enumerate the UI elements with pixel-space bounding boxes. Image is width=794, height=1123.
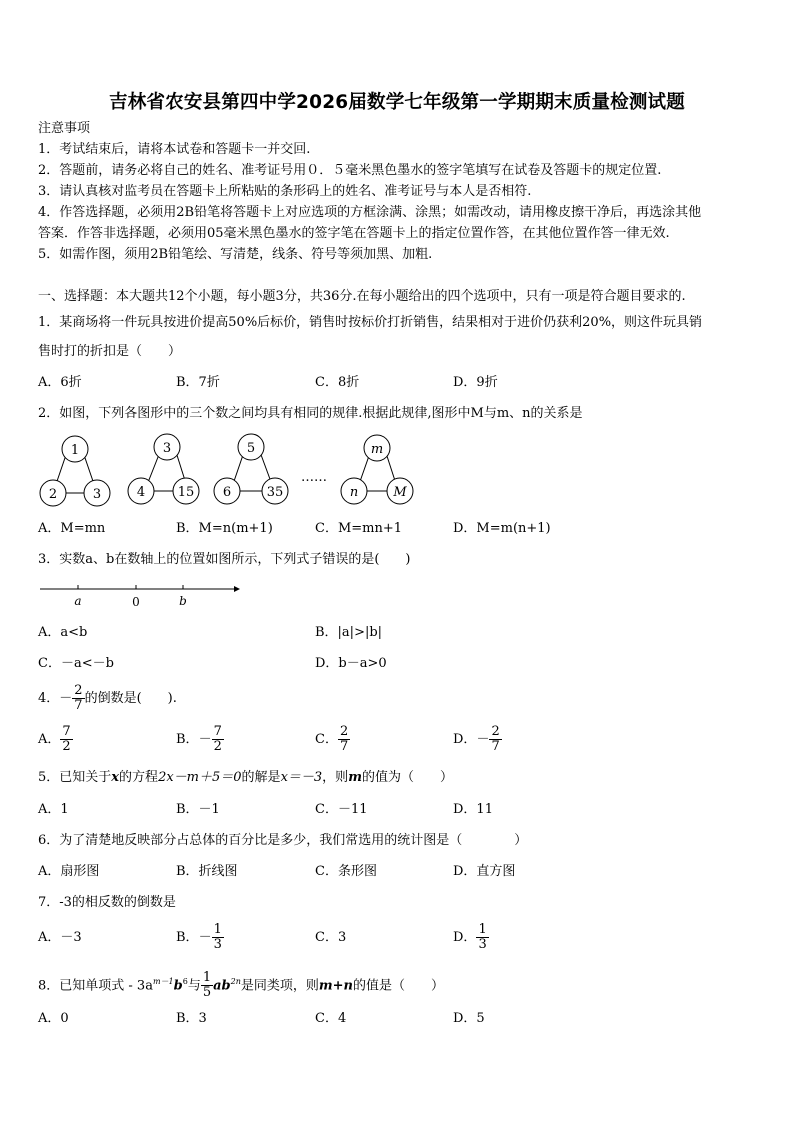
q2-option-c: C．M=mn+1 [315, 521, 403, 536]
question-3-stem: 3．实数a、b在数轴上的位置如图所示，下列式子错误的是( ) [38, 552, 411, 567]
q3-option-a: A．a<b [38, 625, 88, 640]
q5-option-a: A．1 [38, 802, 69, 817]
figure-4 [341, 435, 413, 504]
q1-option-d: D．9折 [453, 375, 498, 390]
q6-option-c: C．条形图 [315, 864, 377, 879]
question-4-stem [38, 683, 177, 717]
fig4-top: m [370, 442, 384, 457]
figure-3 [214, 434, 288, 504]
number-line [36, 580, 246, 612]
q6-option-a: A．扇形图 [38, 864, 100, 879]
fig3-top: 5 [246, 441, 256, 456]
fig1-left: 2 [48, 487, 58, 502]
q8-option-d: D．5 [453, 1011, 485, 1026]
q7-option-b: B．－ $\frac{1}{3}$ [176, 922, 222, 952]
notice-item: 答案．作答非选择题，必须用05毫米黑色墨水的签字笔在答题卡上的指定位置作答，在其他位置作答一律无效. [38, 226, 670, 241]
fig4-right: M [393, 485, 407, 500]
q8-option-b: B．3 [176, 1011, 207, 1026]
page-title: 吉林省农安县第四中学2026届数学七年级第一学期期末质量检测试题 [109, 92, 685, 113]
q5-option-b: B．－1 [176, 802, 220, 817]
q5-option-c: C．－11 [315, 802, 368, 817]
q8-option-a: A．0 [38, 1011, 69, 1026]
q6-option-b: B．折线图 [176, 864, 238, 879]
q4-fraction: $\frac{2}{7}$ [74, 683, 83, 713]
q4-option-c: C． $\frac{2}{7}$ [315, 724, 349, 754]
axis-label-zero: 0 [132, 595, 140, 609]
question-1-stem: 1．某商场将一件玩具按进价提高50%后标价，销售时按标价打折销售，结果相对于进价仍获利20%，则这件玩具销 [38, 315, 703, 330]
q2-option-d: D．M=m(n+1) [453, 521, 551, 536]
q3-option-c: C．－a<－b [38, 656, 114, 671]
question-5-stem: 5．已知关于x的方程2x－m＋5＝0的解是x＝－3，则m的值为（ ） [38, 770, 453, 785]
q4-option-a: A． $\frac{7}{2}$ [38, 724, 71, 754]
q5-option-d: D．11 [453, 802, 493, 817]
triangle-figures [30, 428, 430, 510]
notice-item: 5．如需作图，须用2B铅笔绘、写清楚，线条、符号等须加黑、加粗. [38, 247, 433, 262]
q4-option-b: B．－ $\frac{7}{2}$ [176, 724, 222, 754]
fig2-top: 3 [162, 441, 172, 456]
notice-item: 3．请认真核对监考员在答题卡上所粘贴的条形码上的姓名、准考证号与本人是否相符. [38, 184, 532, 199]
figures-ellipsis: …… [301, 470, 327, 485]
notice-item: 2．答题前，请务必将自己的姓名、准考证号用０．５毫米黑色墨水的签字笔填写在试卷及答题卡的规定位置. [38, 163, 662, 178]
q7-option-c: C．3 [315, 930, 347, 945]
q1-option-c: C．8折 [315, 375, 360, 390]
q4-tail: 的倒数是( ). [84, 691, 177, 706]
question-7-stem: 7．-3的相反数的倒数是 [38, 895, 176, 910]
fig1-right: 3 [92, 487, 102, 502]
q1-option-b: B．7折 [176, 375, 220, 390]
fig2-left: 4 [136, 485, 146, 500]
fig3-left: 6 [222, 485, 232, 500]
notice-item: 4．作答选择题，必须用2B铅笔将答题卡上对应选项的方框涂满、涂黑；如需改动，请用橡皮擦干净后，再选涂其他 [38, 205, 702, 220]
q5-equation: 2x－m＋5＝0 [158, 770, 242, 785]
notice-heading: 注意事项 [38, 121, 91, 136]
axis-label-a: a [74, 594, 82, 608]
q4-number: 4． [38, 691, 60, 706]
notice-item: 1．考试结束后，请将本试卷和答题卡一并交回. [38, 142, 311, 157]
q5-solution: x＝－3 [280, 770, 323, 785]
question-1-stem-cont: 售时打的折扣是（ ） [38, 344, 182, 359]
q4-option-d: D．－ $\frac{2}{7}$ [453, 724, 500, 754]
q7-option-a: A．－3 [38, 930, 82, 945]
fig4-left: n [349, 485, 359, 500]
question-6-stem: 6．为了清楚地反映部分占总体的百分比是多少，我们常选用的统计图是（ ） [38, 833, 528, 848]
q2-option-b: B．M=n(m+1) [176, 521, 273, 536]
q2-option-a: A．M=mn [38, 521, 106, 536]
question-8-stem: 8．已知单项式 - $3a^{m-1}b^6$与 $\frac{1}{5}$ $ab^{2n}$是同类项，则m+n的值是（ ） [38, 970, 445, 1001]
figure-1 [40, 436, 110, 506]
q3-option-b: B．|a|>|b| [315, 625, 383, 640]
section-heading: 一、选择题：本大题共12个小题，每小题3分，共36分.在每小题给出的四个选项中，只有一项是符合题目要求的. [38, 289, 686, 304]
q4-sign: － [59, 691, 73, 706]
figure-2 [128, 434, 199, 504]
fig3-right: 35 [266, 485, 284, 500]
question-2-stem: 2．如图，下列各图形中的三个数之间均具有相同的规律.根据此规律,图形中M与m、n的关系是 [38, 406, 583, 421]
q7-option-d: D． $\frac{1}{3}$ [453, 922, 487, 952]
fig2-right: 15 [177, 485, 195, 500]
axis-label-b: b [179, 594, 187, 608]
q3-option-d: D．b－a>0 [315, 656, 387, 671]
q8-fraction: $\frac{1}{5}$ [202, 970, 212, 1001]
q1-option-a: A．6折 [38, 375, 82, 390]
q6-option-d: D．直方图 [453, 864, 516, 879]
q8-option-c: C．4 [315, 1011, 347, 1026]
fig1-top: 1 [70, 443, 80, 458]
